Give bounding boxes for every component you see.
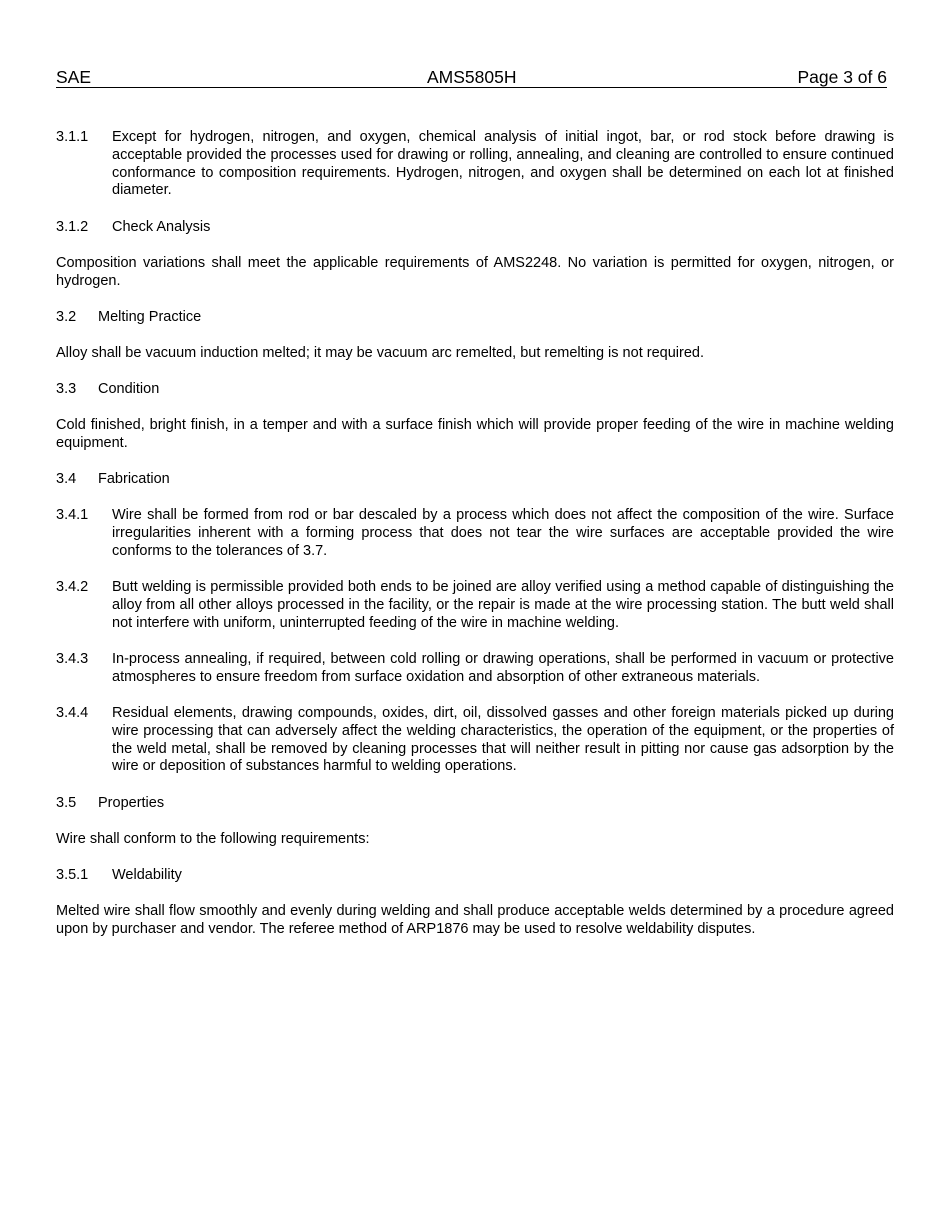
document-body [56, 129, 894, 957]
section-text: In-process annealing, if required, between cold rolling or drawing operations, shall be performed in vacuum or protective atmospheres to ensure freedom from surface oxidation and absorption of other extraneous materials. [112, 651, 894, 685]
section-title: Check Analysis [112, 218, 211, 235]
section-3-2-heading [56, 309, 894, 327]
section-number: 3.1.2 [56, 218, 89, 235]
section-text: Wire shall be formed from rod or bar descaled by a process which does not affect the composition of the wire. Surface irregularities inherent with a forming process that does not tear the wire surfaces are acceptable provided the wire conforms to the tolerances of 3.7. [112, 507, 894, 560]
section-number: 3.4.1 [56, 507, 89, 524]
section-title: Condition [98, 381, 160, 398]
section-title: Fabrication [98, 471, 170, 488]
section-3-5-1-heading [56, 867, 894, 885]
section-number: 3.3 [56, 381, 77, 398]
section-3-1-2-heading [56, 219, 894, 237]
paragraph-condition: Cold finished, bright finish, in a temper and with a surface finish which will provide proper feeding of the wire in machine welding equipment. [56, 417, 894, 452]
paragraph-weldability: Melted wire shall flow smoothly and evenly during welding and shall produce acceptable welds determined by a procedure agreed upon by purchaser and vendor. The referee method of ARP1876 may be used to resolve weldability disputes. [56, 903, 894, 937]
section-number: 3.1.1 [56, 129, 89, 145]
section-number: 3.4.4 [56, 705, 89, 722]
section-3-4-3 [56, 651, 894, 687]
section-3-4-4 [56, 705, 894, 776]
section-3-1-1 [56, 129, 894, 200]
section-3-4-1 [56, 507, 894, 560]
header-org: SAE [56, 67, 92, 87]
section-number: 3.4.2 [56, 579, 89, 596]
header-page-number: Page 3 of 6 [797, 67, 887, 87]
section-text: Butt welding is permissible provided both ends to be joined are alloy verified using a method capable of distinguishing the alloy from all other alloys processed in the facility, or the repair is made at the wire processing station. The butt weld shall not interfere with uniform, uninterrupted feeding of the wire in machine welding. [112, 579, 894, 631]
section-3-5-heading [56, 795, 894, 813]
section-title: Properties [98, 794, 165, 811]
page-header [56, 67, 887, 88]
section-number: 3.2 [56, 308, 77, 325]
section-number: 3.4.3 [56, 651, 89, 668]
section-3-4-2 [56, 579, 894, 632]
section-title: Weldability [112, 866, 182, 883]
section-3-3-heading [56, 381, 894, 399]
section-text: Except for hydrogen, nitrogen, and oxygen, chemical analysis of initial ingot, bar, or rod stock before drawing is acceptable provided the processes used for drawing or rolling, annealing, and cleaning are controlled to ensure continued conformance to composition requirements. Hydrogen, nitrogen, and oxygen shall be determined on each lot at finished diameter. [112, 129, 894, 199]
section-text: Residual elements, drawing compounds, oxides, dirt, oil, dissolved gasses and other foreign materials picked up during wire processing that can adversely affect the welding characteristics, the operation of the equipment, or the properties of the weld metal, shall be removed by cleaning processes that will neither result in pitting nor cause gas adsorption by the wire or deposition of substances harmful to welding operations. [112, 705, 894, 775]
section-number: 3.5.1 [56, 866, 89, 883]
section-3-4-heading [56, 471, 894, 489]
paragraph-melting-practice: Alloy shall be vacuum induction melted; it may be vacuum arc remelted, but remelting is not required. [56, 344, 704, 361]
section-number: 3.5 [56, 794, 77, 811]
paragraph-check-analysis: Composition variations shall meet the applicable requirements of AMS2248. No variation is permitted for oxygen, nitrogen, or hydrogen. [56, 254, 894, 289]
header-doc-number: AMS5805H [427, 67, 517, 87]
paragraph-properties: Wire shall conform to the following requirements: [56, 830, 370, 847]
section-number: 3.4 [56, 471, 77, 488]
section-title: Melting Practice [98, 308, 202, 325]
